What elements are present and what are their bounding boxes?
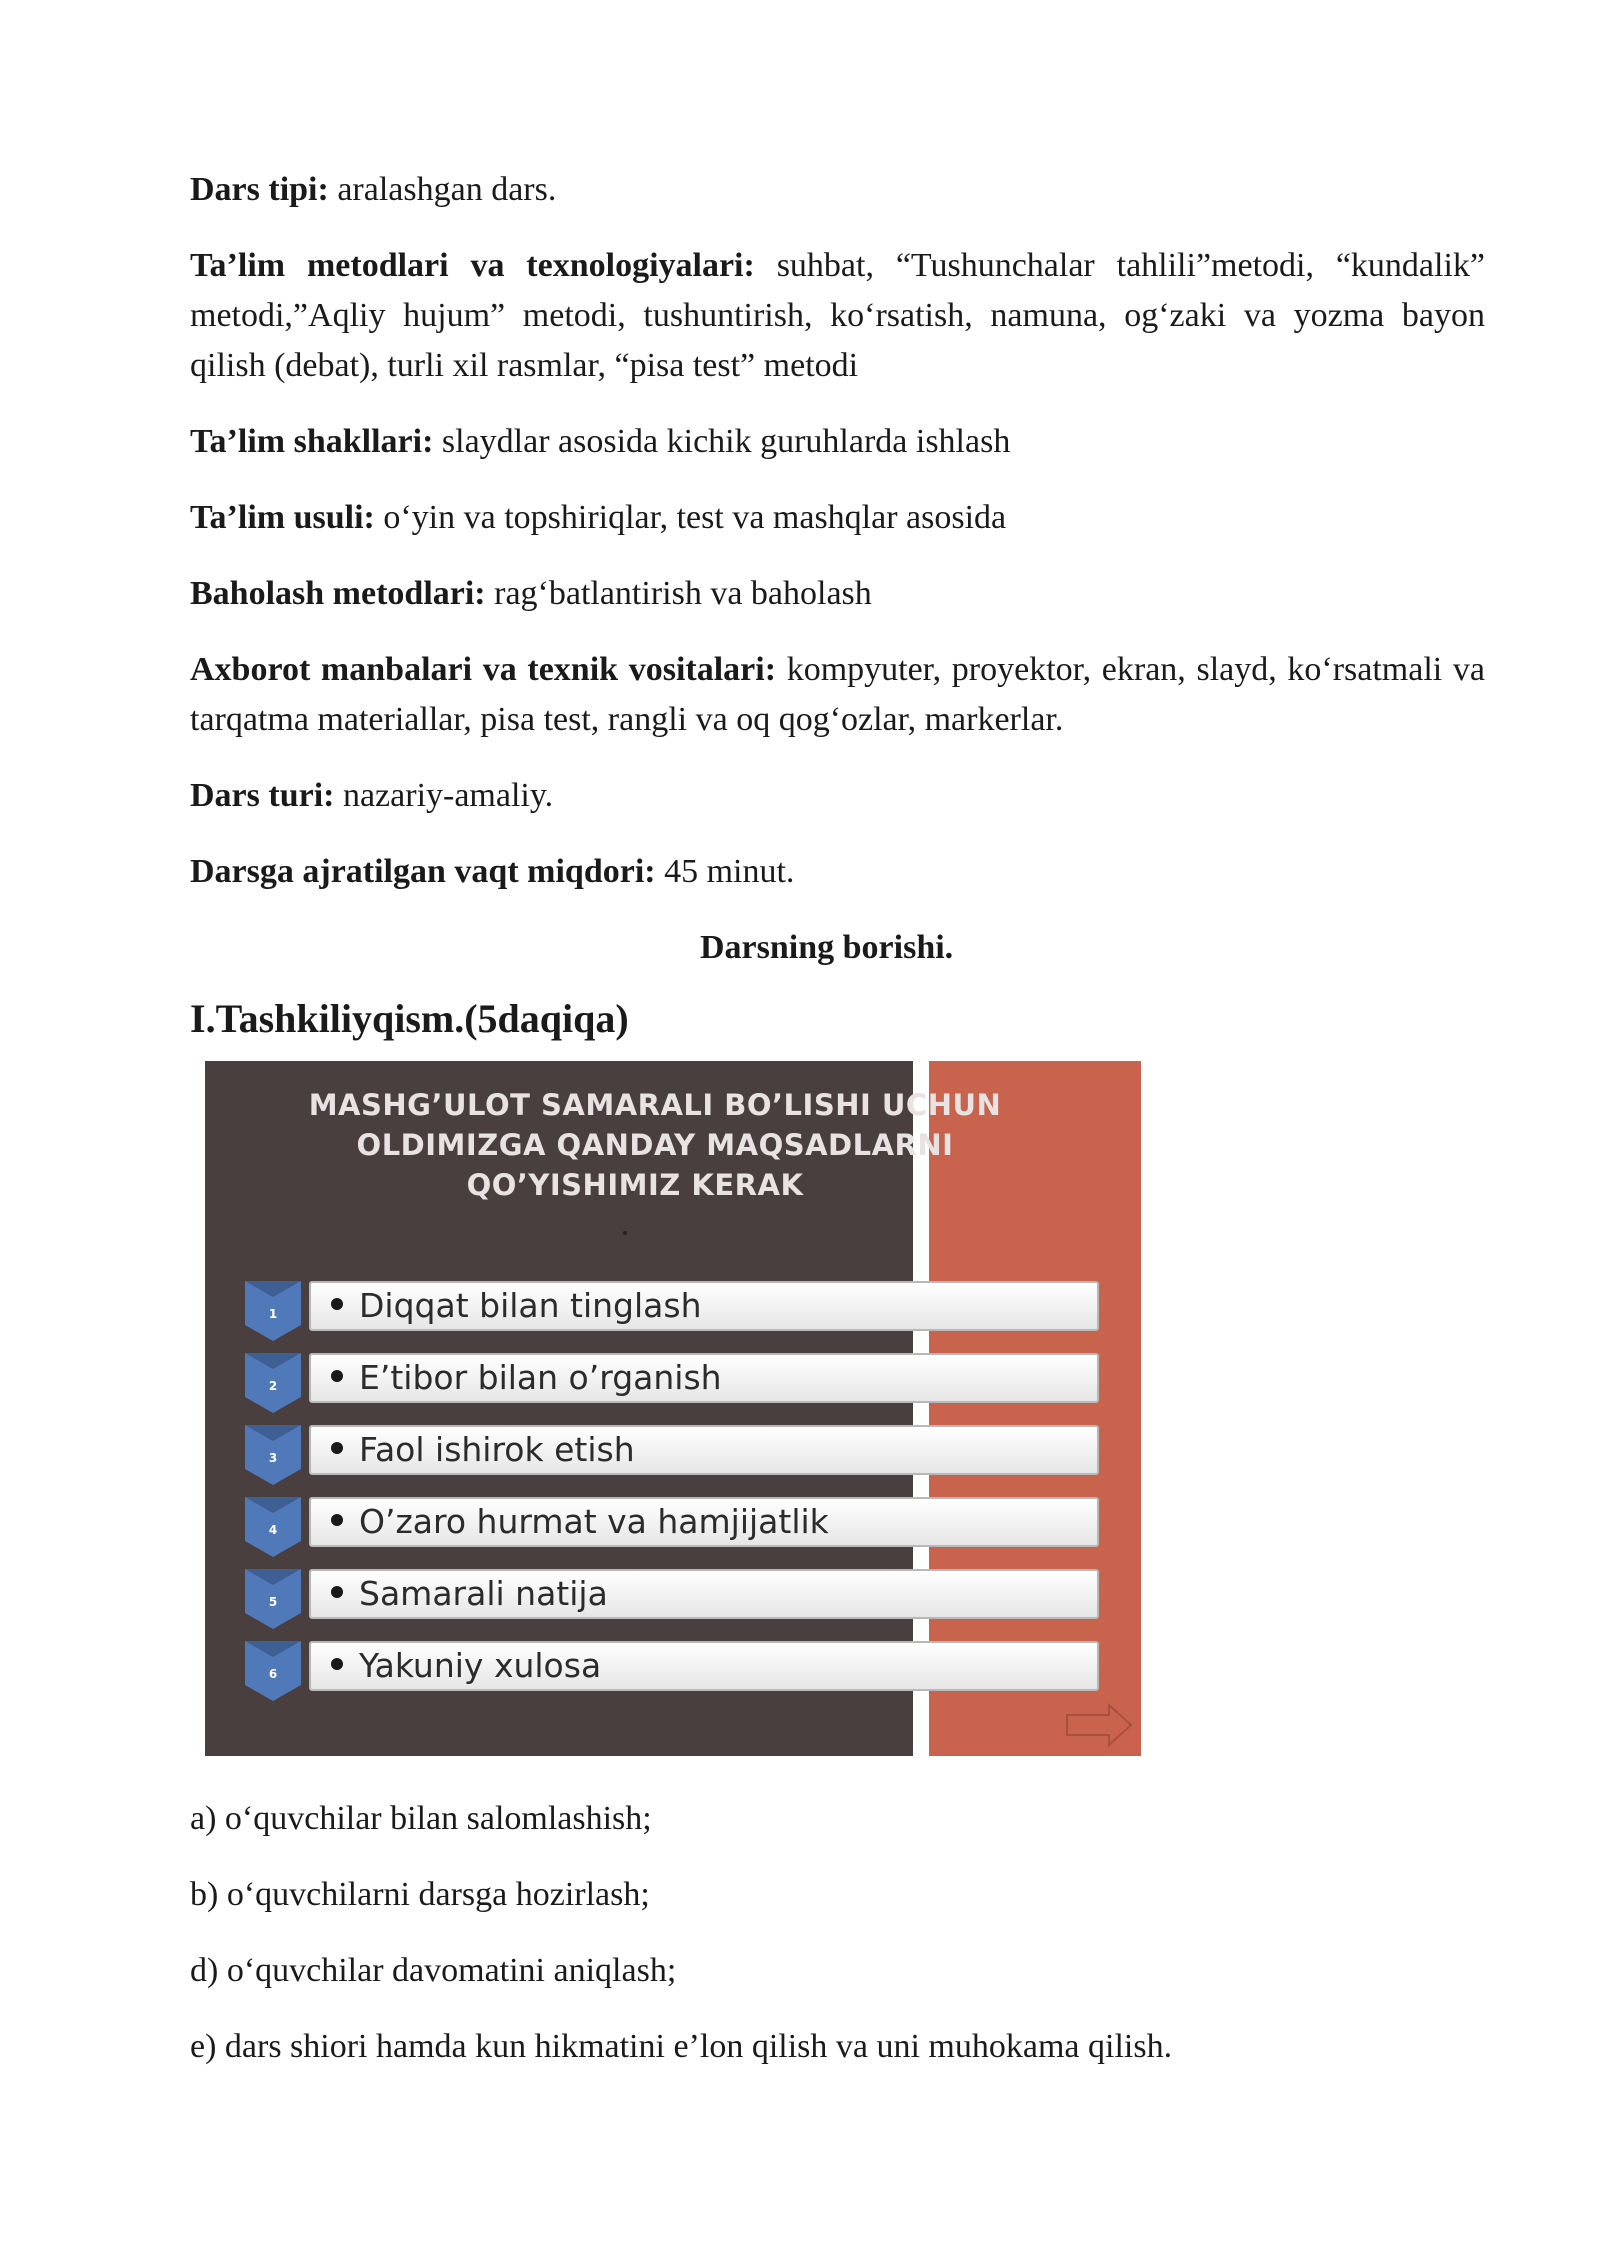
label-talim-usuli: Ta’lim usuli: xyxy=(190,499,375,536)
slide-goal-item xyxy=(245,1641,1105,1713)
chevron-down-icon xyxy=(245,1641,301,1701)
paragraph-dars-turi xyxy=(190,771,1485,821)
label-dars-tipi: Dars tipi: xyxy=(190,171,329,208)
list-item-e: e) dars shiori hamda kun hikmatini e’lon qilish va uni muhokama qilish. xyxy=(190,2028,1173,2065)
arrow-right-icon xyxy=(1065,1701,1135,1749)
text-talim-shakllari: slaydlar asosida kichik guruhlarda ishlash xyxy=(433,423,1011,460)
list-item-a: a) o‘quvchilar bilan salomlashish; xyxy=(190,1800,652,1837)
slide-goal-bar xyxy=(309,1425,1099,1475)
slide-title-line-1: MASHG’ULOT SAMARALI BO’LISHI UCHUN xyxy=(308,1088,1002,1122)
paragraph-talim-usuli xyxy=(190,493,1485,543)
chevron-down-icon xyxy=(245,1353,301,1413)
paragraph-dars-tipi xyxy=(190,165,1485,215)
label-vaqt: Darsga ajratilgan vaqt miqdori: xyxy=(190,853,656,890)
text-baholash: rag‘batlantirish va baholash xyxy=(485,575,872,612)
paragraph-axborot xyxy=(190,645,1485,745)
label-dars-turi: Dars turi: xyxy=(190,777,335,814)
slide-goal-text: Samarali natija xyxy=(359,1574,608,1613)
label-axborot: Axborot manbalari va texnik vositalari: xyxy=(190,651,777,688)
slide-goal-bar xyxy=(309,1641,1099,1691)
bullet-icon xyxy=(331,1586,343,1598)
slide-dot xyxy=(623,1231,627,1235)
text-axborot: kompyuter, proyektor, ekran, slayd, ko‘rsatmali va tarqatma materiallar, pisa test, rangli va oq qog‘ozlar, markerlar. xyxy=(190,651,1485,738)
paragraph-vaqt xyxy=(190,847,1485,897)
bullet-icon xyxy=(331,1442,343,1454)
heading-tashkiliy-qism: I.Tashkiliyqism.(5daqiqa) xyxy=(190,996,629,1041)
slide-goal-bar xyxy=(309,1497,1099,1547)
bullet-icon xyxy=(331,1658,343,1670)
chevron-down-icon xyxy=(245,1281,301,1341)
slide-goal-item xyxy=(245,1425,1105,1497)
bullet-icon xyxy=(331,1298,343,1310)
label-talim-shakllari: Ta’lim shakllari: xyxy=(190,423,434,460)
slide-goal-item xyxy=(245,1497,1105,1569)
slide-goal-bar xyxy=(309,1353,1099,1403)
slide-goal-number: 6 xyxy=(268,1667,278,1681)
label-baholash: Baholash metodlari: xyxy=(190,575,486,612)
text-talim-metodlari: suhbat, “Tushunchalar tahlili”metodi, “kundalik” metodi,”Aqliy hujum” metodi, tushuntirish, ko‘rsatish, namuna, og‘zaki va yozma bayon qilish (debat), turli xil rasmlar, “pisa test” metodi xyxy=(190,247,1485,384)
slide-goal-number: 4 xyxy=(268,1523,278,1537)
slide-goal-bar xyxy=(309,1281,1099,1331)
label-talim-metodlari: Ta’lim metodlari va texnologiyalari: xyxy=(190,247,755,284)
paragraph-baholash xyxy=(190,569,1485,619)
slide-goal-list xyxy=(245,1281,1105,1713)
slide-goal-number: 5 xyxy=(268,1595,278,1609)
slide-title xyxy=(245,1085,1065,1205)
slide-goal-number: 3 xyxy=(268,1451,278,1465)
slide-goal-item xyxy=(245,1353,1105,1425)
slide-goal-text: Yakuniy xulosa xyxy=(359,1646,602,1685)
slide-goal-text: Faol ishirok etish xyxy=(359,1430,635,1469)
slide-goal-item xyxy=(245,1281,1105,1353)
slide-goal-text: E’tibor bilan o’rganish xyxy=(359,1358,722,1397)
slide-goal-bar xyxy=(309,1569,1099,1619)
text-talim-usuli: o‘yin va topshiriqlar, test va mashqlar asosida xyxy=(374,499,1007,536)
text-dars-turi: nazariy-amaliy. xyxy=(334,777,554,814)
text-vaqt: 45 minut. xyxy=(655,853,795,890)
paragraph-talim-metodlari xyxy=(190,241,1485,391)
document-page xyxy=(190,165,1485,2098)
paragraph-talim-shakllari xyxy=(190,417,1485,467)
list-item-b: b) o‘quvchilarni darsga hozirlash; xyxy=(190,1876,650,1913)
slide-title-line-2: OLDIMIZGA QANDAY MAQSADLARNI xyxy=(356,1128,954,1162)
text-dars-tipi: aralashgan dars. xyxy=(328,171,557,208)
slide-goal-text: O’zaro hurmat va hamjijatlik xyxy=(359,1502,829,1541)
slide-goal-number: 2 xyxy=(268,1379,278,1393)
chevron-down-icon xyxy=(245,1425,301,1485)
slide-title-line-3: QO’YISHIMIZ KERAK xyxy=(466,1168,804,1202)
slide-goal-number: 1 xyxy=(268,1307,278,1321)
bullet-icon xyxy=(331,1370,343,1382)
chevron-down-icon xyxy=(245,1497,301,1557)
slide-goal-text: Diqqat bilan tinglash xyxy=(359,1286,702,1325)
chevron-down-icon xyxy=(245,1569,301,1629)
heading-darsning-borishi: Darsning borishi. xyxy=(700,929,954,966)
bullet-icon xyxy=(331,1514,343,1526)
slide-goal-item xyxy=(245,1569,1105,1641)
list-item-d: d) o‘quvchilar davomatini aniqlash; xyxy=(190,1952,677,1989)
slide-image xyxy=(205,1061,1141,1756)
